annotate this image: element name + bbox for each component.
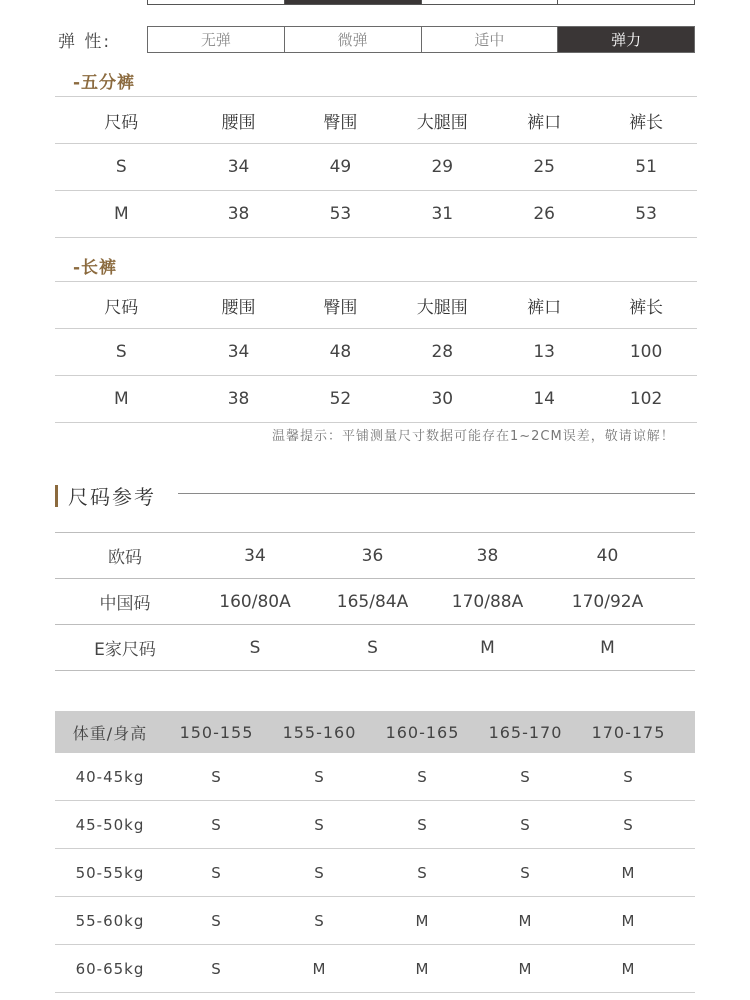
table-cell: M xyxy=(518,959,533,978)
table-cell: 102 xyxy=(629,389,663,409)
table-cell: S xyxy=(211,863,222,882)
table-cell: S xyxy=(417,863,428,882)
row-label: 40-45kg xyxy=(75,767,145,786)
table-cell: S xyxy=(115,342,127,362)
header-cell: 大腿围 xyxy=(416,297,468,318)
table-cell: 160/80A xyxy=(219,591,291,612)
table-row xyxy=(55,328,697,375)
table-row xyxy=(55,624,695,671)
header-cell: 170-175 xyxy=(591,722,666,742)
table-cell: M xyxy=(600,637,615,658)
table-cell: 36 xyxy=(361,545,384,566)
table-cell: 29 xyxy=(431,157,454,177)
table-cell: 170/92A xyxy=(571,591,644,612)
table-cell: S xyxy=(417,815,428,834)
table-row xyxy=(55,375,697,423)
table-cell: 30 xyxy=(431,389,454,409)
table-cell: S xyxy=(314,815,325,834)
table-cell: 38 xyxy=(227,204,250,224)
header-cell: 腰围 xyxy=(221,297,256,318)
table-cell: M xyxy=(312,959,327,978)
table-cell: S xyxy=(211,959,222,978)
table-cell: M xyxy=(621,959,636,978)
table-cell: 34 xyxy=(227,157,250,177)
table-header-row xyxy=(55,96,697,143)
trousers-size-table xyxy=(55,281,697,423)
table-cell: S xyxy=(367,637,378,658)
shorts-size-table xyxy=(55,96,697,238)
row-label: 55-60kg xyxy=(75,911,145,930)
table-cell: 100 xyxy=(629,342,663,362)
table-cell: 52 xyxy=(329,389,352,409)
table-cell: S xyxy=(520,815,531,834)
table-cell: S xyxy=(520,767,531,786)
elasticity-option: 适中 xyxy=(422,27,559,52)
table-cell: M xyxy=(518,911,533,930)
table-cell: 48 xyxy=(329,342,352,362)
table-cell: M xyxy=(621,863,636,882)
table-cell: 34 xyxy=(227,342,250,362)
header-cell: 155-160 xyxy=(282,722,357,742)
size-reference-heading xyxy=(55,481,156,510)
table-cell: S xyxy=(211,911,222,930)
table-cell: S xyxy=(623,815,634,834)
size-reference-title: 尺码参考 xyxy=(68,485,156,509)
table-row xyxy=(55,753,695,801)
table-cell: M xyxy=(415,911,430,930)
header-cell: 裤长 xyxy=(629,297,664,318)
table-cell: 14 xyxy=(533,389,555,409)
table-cell: 38 xyxy=(476,545,499,566)
elasticity-option-selected: 弹力 xyxy=(558,27,694,52)
row-label: 50-55kg xyxy=(75,863,145,882)
heading-accent-bar xyxy=(55,485,58,507)
table-row xyxy=(55,578,695,624)
table-cell: 49 xyxy=(329,157,352,177)
header-cell: 裤口 xyxy=(527,297,562,318)
table-cell: S xyxy=(211,767,222,786)
elasticity-option: 无弹 xyxy=(148,27,285,52)
table-header-row xyxy=(55,711,695,753)
table-cell: S xyxy=(314,767,325,786)
table-cell: 31 xyxy=(431,204,454,224)
header-cell: 臀围 xyxy=(323,297,358,318)
header-cell: 尺码 xyxy=(104,297,139,318)
table-cell: S xyxy=(623,767,634,786)
table-cell: 28 xyxy=(431,342,454,362)
table-cell: 170/88A xyxy=(451,591,524,612)
top-bar-cell xyxy=(422,0,559,4)
header-cell: 裤长 xyxy=(629,112,664,133)
header-cell: 165-170 xyxy=(488,722,563,742)
header-cell: 裤口 xyxy=(527,112,562,133)
table-row xyxy=(55,190,697,238)
table-cell: 25 xyxy=(533,157,555,177)
top-bar-cell-dark xyxy=(285,0,422,4)
row-label: 欧码 xyxy=(108,548,142,568)
table-row xyxy=(55,945,695,993)
table-cell: 34 xyxy=(244,545,266,566)
table-cell: M xyxy=(621,911,636,930)
measurement-tip: 温馨提示：平铺测量尺寸数据可能存在1~2CM误差，敬请谅解！ xyxy=(272,429,675,444)
table-row xyxy=(55,532,695,578)
row-label: 60-65kg xyxy=(75,959,145,978)
header-cell: 尺码 xyxy=(104,112,139,133)
row-label: 45-50kg xyxy=(75,815,145,834)
top-bar-remnant xyxy=(147,0,695,5)
table-cell: 38 xyxy=(227,389,250,409)
table-cell: 53 xyxy=(635,204,657,224)
table-cell: S xyxy=(211,815,222,834)
table-cell: 40 xyxy=(596,545,619,566)
elasticity-scale xyxy=(147,26,695,53)
table-cell: S xyxy=(520,863,531,882)
table-header-row xyxy=(55,281,697,328)
table-row xyxy=(55,849,695,897)
shorts-title: -五分裤 xyxy=(73,73,136,93)
table-cell: S xyxy=(115,157,127,177)
trousers-title: -长裤 xyxy=(73,258,118,278)
row-label: 中国码 xyxy=(99,594,151,614)
elasticity-label: 弹 性: xyxy=(58,32,112,52)
weight-height-table xyxy=(55,711,695,993)
top-bar-cell xyxy=(558,0,694,4)
table-row xyxy=(55,897,695,945)
table-cell: 13 xyxy=(533,342,555,362)
table-cell: M xyxy=(113,204,129,224)
table-cell: 53 xyxy=(329,204,352,224)
table-cell: 26 xyxy=(533,204,555,224)
table-cell: M xyxy=(480,637,495,658)
table-cell: 165/84A xyxy=(336,591,409,612)
header-cell: 体重/身高 xyxy=(72,723,148,743)
table-cell: M xyxy=(113,389,129,409)
row-label: E家尺码 xyxy=(94,640,156,660)
header-cell: 腰围 xyxy=(221,112,256,133)
elasticity-option: 微弹 xyxy=(285,27,422,52)
table-row xyxy=(55,143,697,190)
table-cell: M xyxy=(415,959,430,978)
table-row xyxy=(55,801,695,849)
header-cell: 大腿围 xyxy=(416,112,468,133)
table-cell: 51 xyxy=(635,157,657,177)
table-cell: S xyxy=(314,863,325,882)
heading-divider xyxy=(178,493,695,494)
table-cell: S xyxy=(417,767,428,786)
table-cell: S xyxy=(314,911,325,930)
header-cell: 臀围 xyxy=(323,112,358,133)
size-conversion-table xyxy=(55,532,695,671)
table-cell: S xyxy=(249,637,261,658)
header-cell: 160-165 xyxy=(385,722,460,742)
header-cell: 150-155 xyxy=(179,722,254,742)
top-bar-cell xyxy=(148,0,285,4)
